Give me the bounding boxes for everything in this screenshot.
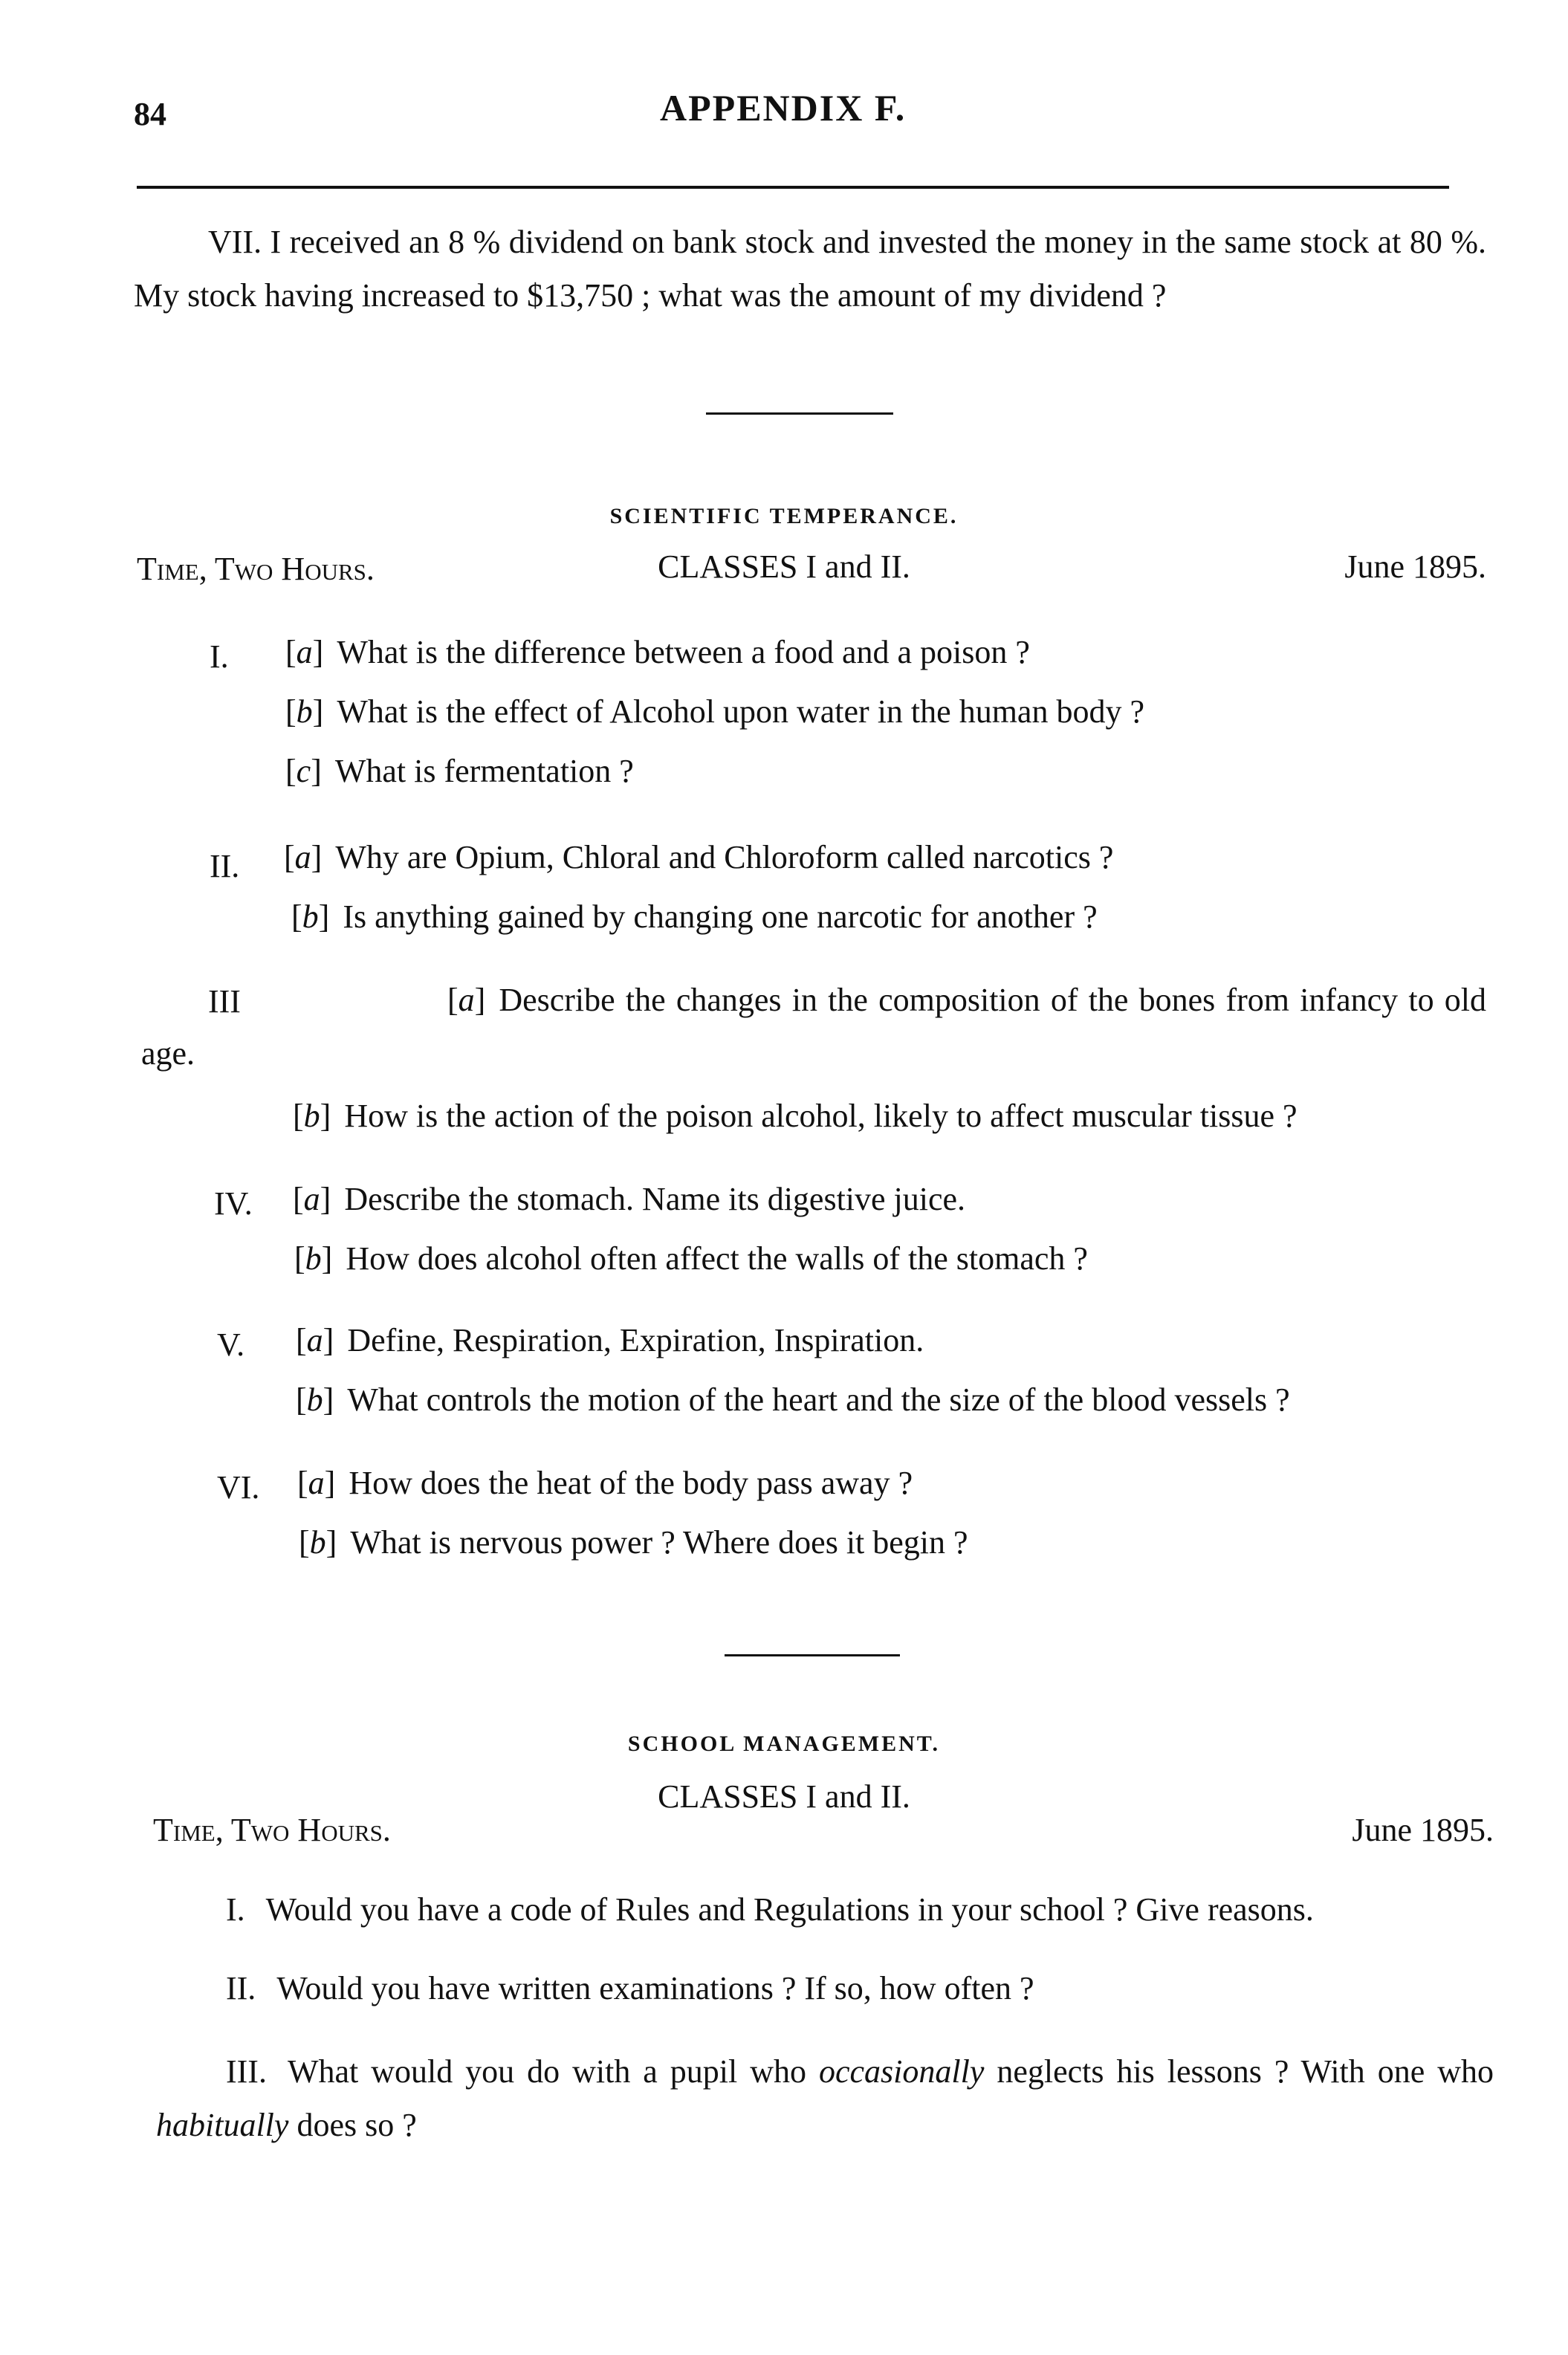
part-text: How does the heat of the body pass away ?: [349, 1465, 913, 1501]
part-text: Describe the changes in the composition of the bones from infancy to old age.: [141, 982, 1486, 1072]
question-numeral: III.: [226, 2053, 267, 2090]
part-label: a: [294, 839, 311, 875]
page-number: 84: [134, 96, 166, 132]
exam-date: June 1895.: [1352, 1812, 1494, 1848]
exam-time: Time, Two Hours.: [153, 1812, 391, 1848]
exam-time: Time, Two Hours.: [137, 551, 375, 587]
part-label: b: [309, 1524, 326, 1561]
section-divider: [706, 412, 893, 415]
question-part: [b] What is the effect of Alcohol upon water in the human body ?: [285, 693, 1144, 730]
part-text: What is nervous power ? Where does it begin ?: [350, 1524, 968, 1561]
question-numeral: III: [208, 983, 241, 1020]
part-text: Why are Opium, Chloral and Chloroform called narcotics ?: [335, 839, 1114, 875]
part-text: Is anything gained by changing one narcotic for another ?: [343, 898, 1098, 935]
part-text: What is the effect of Alcohol upon water in the human body ?: [337, 693, 1144, 730]
question-part: [a] How does the heat of the body pass away ?: [297, 1465, 913, 1501]
question-part: [b] Is anything gained by changing one narcotic for another ?: [291, 898, 1098, 935]
question-text: Would you have written examinations ? If so, how often ?: [276, 1970, 1034, 2006]
question-part: [a] Define, Respiration, Expiration, Inspiration.: [296, 1322, 924, 1358]
part-text: Describe the stomach. Name its digestive juice.: [344, 1181, 966, 1217]
part-label: a: [308, 1465, 325, 1501]
part-label: a: [306, 1322, 323, 1358]
part-label: b: [306, 1381, 323, 1418]
question-text: neglects his lessons ? With one who: [997, 2053, 1494, 2090]
part-label: a: [296, 634, 313, 670]
question-item: [226, 1891, 1314, 1928]
part-text: What is fermentation ?: [334, 753, 634, 789]
part-label: b: [296, 693, 313, 730]
question-emphasis: habitually: [156, 2107, 289, 2143]
part-label: b: [303, 1098, 320, 1134]
question-numeral: IV.: [214, 1185, 253, 1222]
question-numeral: V.: [217, 1326, 245, 1363]
part-text: What is the difference between a food and a poison ?: [337, 634, 1030, 670]
exam-date: June 1895.: [1344, 548, 1486, 585]
question-emphasis: occasionally: [818, 2053, 985, 2090]
question-part: [b] How is the action of the poison alcohol, likely to affect muscular tissue ?: [293, 1098, 1298, 1134]
section-divider: [725, 1654, 900, 1656]
question-numeral: II.: [210, 848, 240, 884]
question-text: does so ?: [297, 2107, 417, 2143]
question-part: [a] Describe the stomach. Name its digestive juice.: [293, 1181, 966, 1217]
section-title-school-management: SCHOOL MANAGEMENT.: [627, 1732, 941, 1756]
question-part: [a] Describe the changes in the composition of the bones from infancy to old age.: [141, 982, 1486, 1072]
exam-classes: CLASSES I and II.: [658, 1778, 910, 1815]
question-part: [a] Why are Opium, Chloral and Chloroform called narcotics ?: [284, 839, 1114, 875]
part-text: Define, Respiration, Expiration, Inspiration.: [347, 1322, 924, 1358]
question-part: [b] What is nervous power ? Where does it begin ?: [299, 1524, 968, 1561]
part-text: How is the action of the poison alcohol, likely to affect muscular tissue ?: [344, 1098, 1298, 1134]
question-numeral: II.: [226, 1970, 256, 2006]
running-head: APPENDIX F.: [660, 87, 907, 129]
question-numeral: I.: [226, 1891, 245, 1928]
question-text: What would you do with a pupil who: [287, 2053, 806, 2090]
header-rule: [137, 186, 1449, 189]
section-title-scientific-temperance: SCIENTIFIC TEMPERANCE.: [609, 504, 959, 528]
part-label: b: [302, 898, 319, 935]
question-numeral: I.: [210, 638, 229, 675]
question-text: Would you have a code of Rules and Regulations in your school ? Give reasons.: [265, 1891, 1314, 1928]
question-part: [c] What is fermentation ?: [285, 753, 634, 789]
part-label: a: [458, 982, 475, 1018]
question-item: [226, 1969, 1034, 2007]
part-text: How does alcohol often affect the walls of the stomach ?: [346, 1240, 1088, 1277]
part-text: What controls the motion of the heart and the size of the blood vessels ?: [347, 1381, 1290, 1418]
part-label: b: [305, 1240, 322, 1277]
question-item: [156, 2045, 1494, 2152]
question-part: [b] What controls the motion of the heart and the size of the blood vessels ?: [296, 1381, 1290, 1418]
arithmetic-question-vii: VII. I received an 8 % dividend on bank stock and invested the money in the same stock at 80 %. My stock having increased to $13,750 ; what was the amount of my dividend ?: [134, 224, 1486, 314]
question-numeral: VI.: [217, 1469, 260, 1506]
part-label: a: [303, 1181, 320, 1217]
question-part: [b] How does alcohol often affect the walls of the stomach ?: [294, 1240, 1088, 1277]
part-label: c: [296, 753, 311, 789]
exam-classes: CLASSES I and II.: [658, 548, 910, 585]
question-part: [a] What is the difference between a food and a poison ?: [285, 634, 1030, 670]
